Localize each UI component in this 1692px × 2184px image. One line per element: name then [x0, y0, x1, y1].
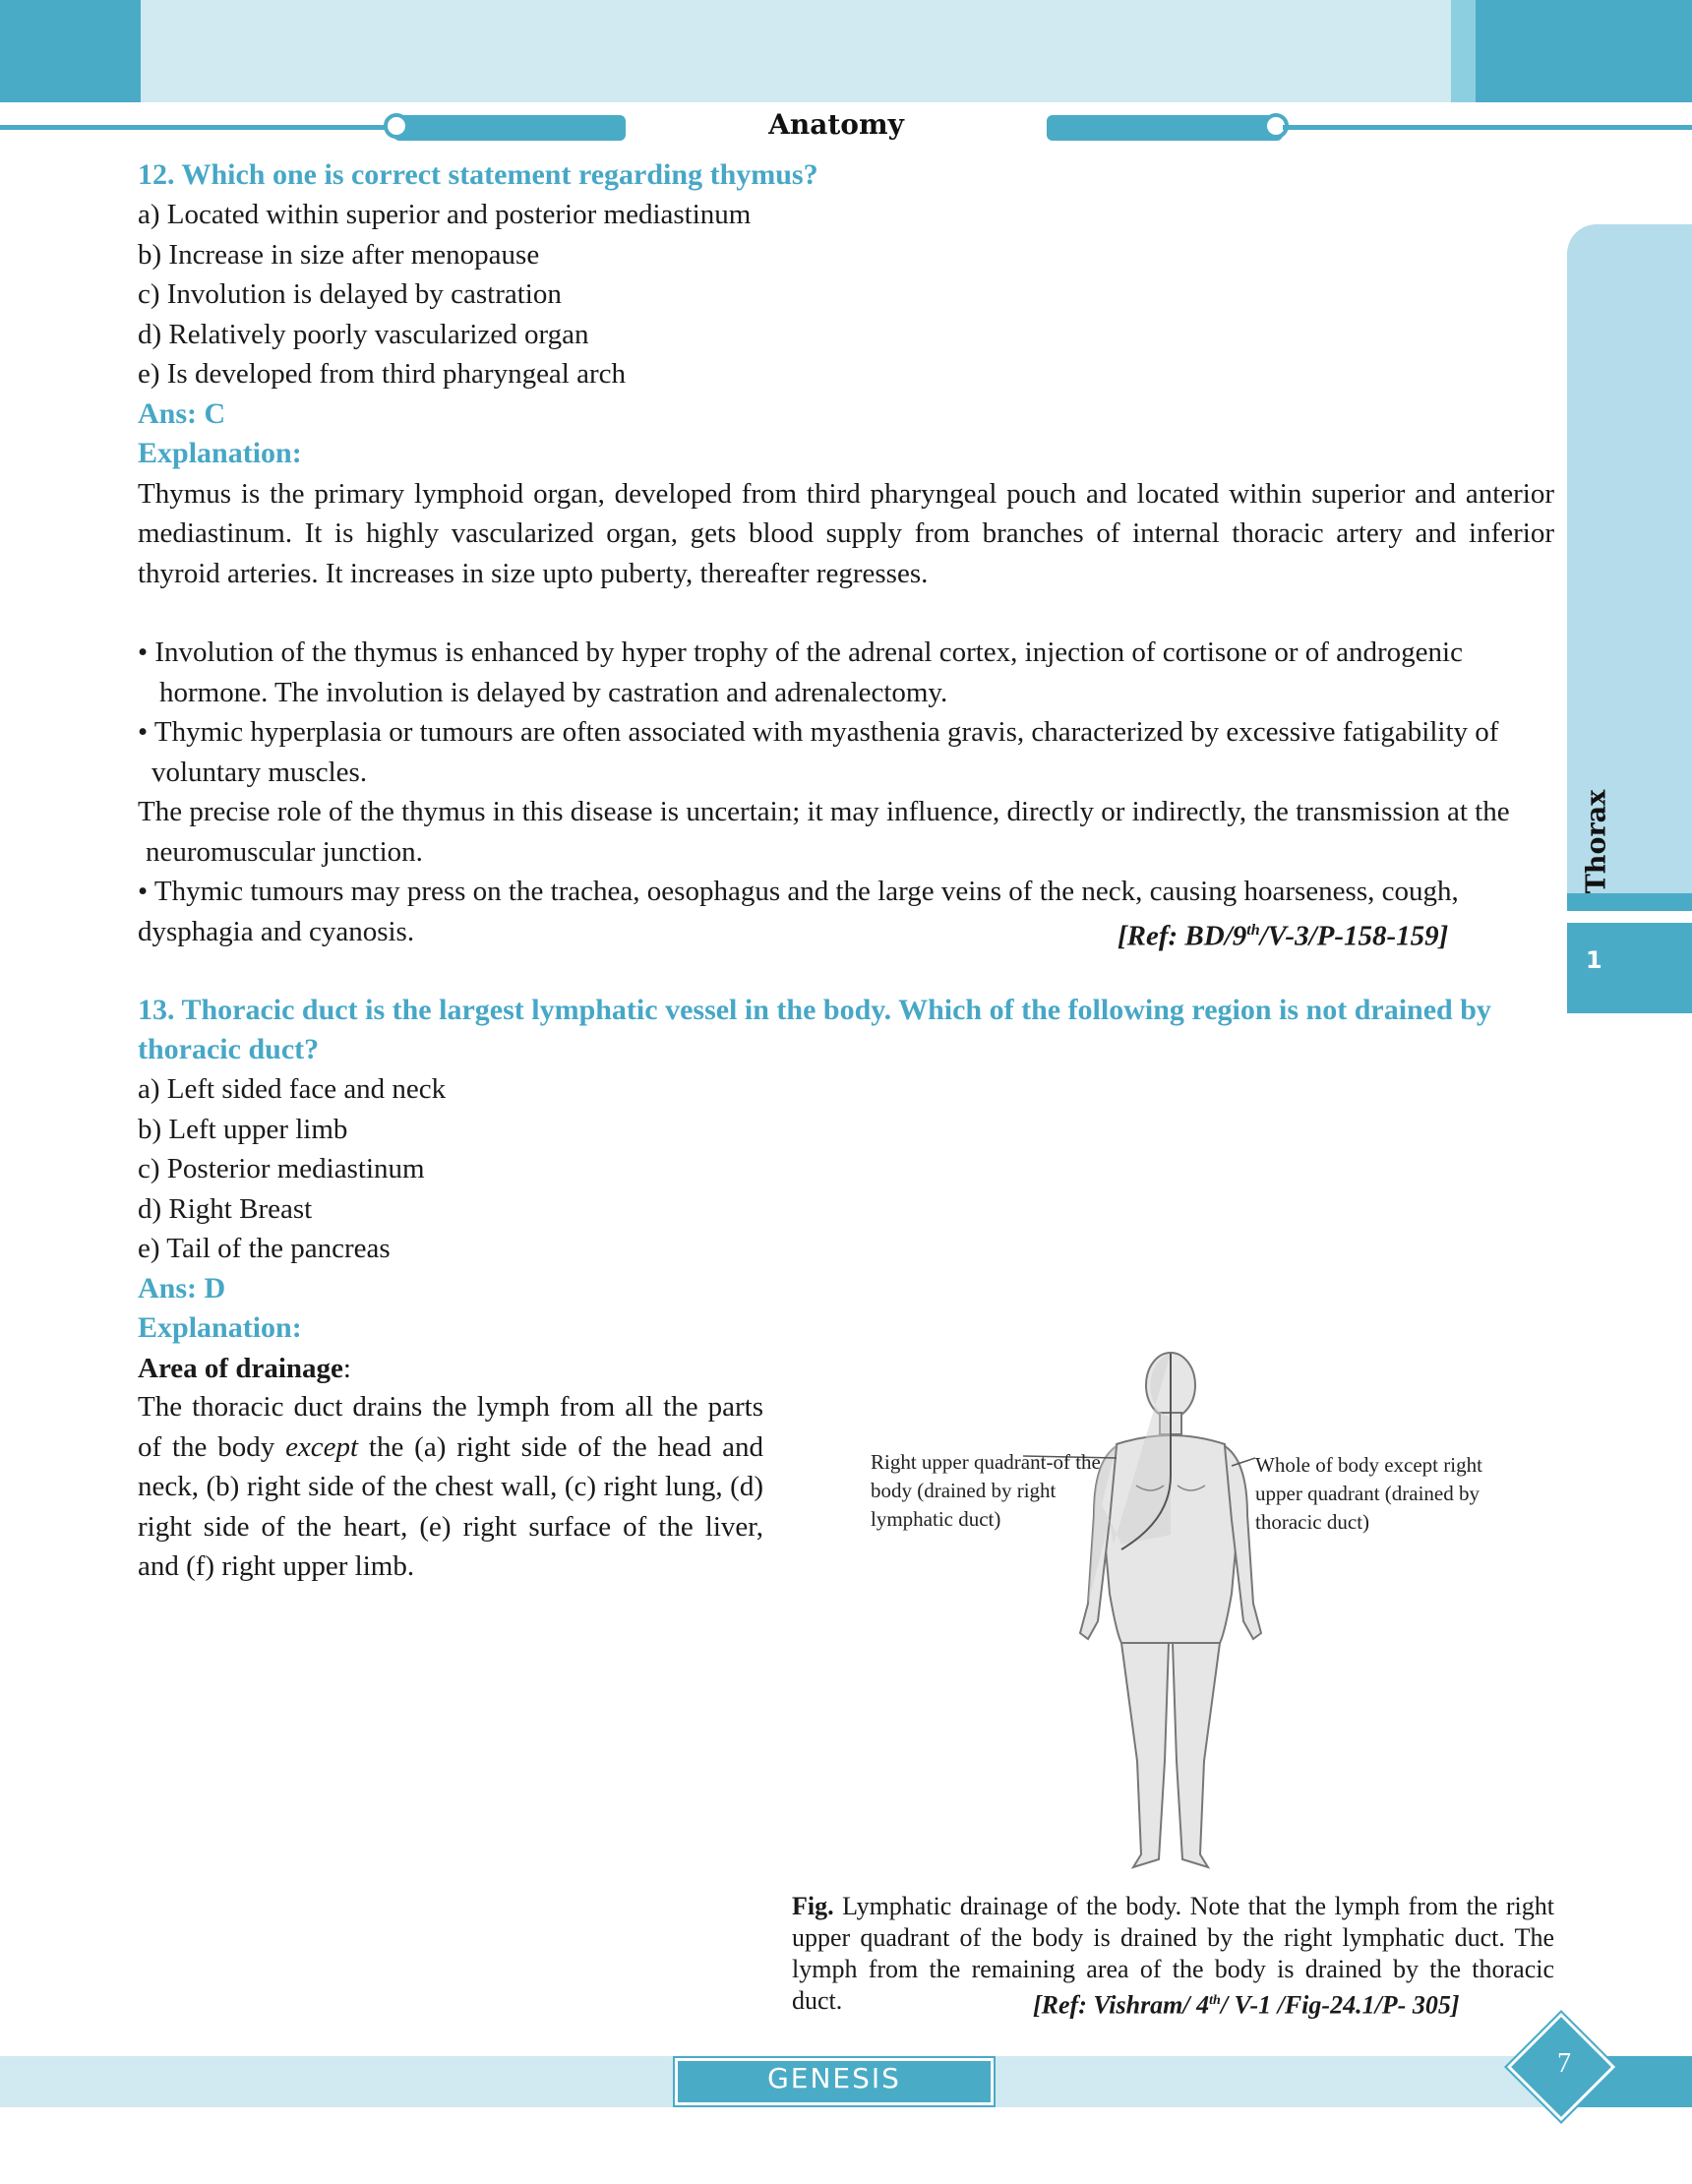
q12-bullet-3-wrap — [138, 872, 1554, 951]
area-of-drainage-heading — [138, 1349, 1554, 1389]
caption-label: Fig. — [792, 1892, 834, 1920]
question-12: 12. Which one is correct statement regarding thymus? — [138, 158, 818, 191]
header-bar-right — [1047, 115, 1283, 141]
area-of-drainage-text — [138, 1387, 763, 1587]
header-rule-left — [0, 125, 393, 130]
q12-option-b: b) Increase in size after menopause — [138, 238, 540, 271]
header-rule-right — [1283, 125, 1692, 130]
spacer — [138, 593, 1554, 633]
header-dot-left — [384, 113, 409, 139]
q12-option-e: e) Is developed from third pharyngeal arch — [138, 358, 627, 390]
figure-reference: [Ref: Vishram/ 4th/ V-1 /Fig-24.1/P- 305] — [1033, 1990, 1460, 2020]
q13-option-a: a) Left sided face and neck — [138, 1073, 447, 1105]
header-left-block — [0, 0, 141, 102]
chapter-number: 1 — [1586, 946, 1602, 974]
q13-explanation-label: Explanation: — [138, 1311, 302, 1344]
q12-explanation-label: Explanation: — [138, 437, 302, 469]
q12-bullet-2: • Thymic hyperplasia or tumours are often associated with myasthenia gravis, characterized by excessive fatigability of voluntary muscles. — [138, 716, 1499, 788]
area-text-except: except — [285, 1430, 359, 1463]
chapter-tab-divider — [1567, 893, 1692, 911]
chapter-label-wrap — [1572, 787, 1621, 895]
header-band — [0, 0, 1692, 102]
q12-option-c: c) Involution is delayed by castration — [138, 278, 562, 310]
figure-callout-left: Right upper quadrant-of the body (drained by right lymphatic duct) — [871, 1450, 1101, 1531]
q12-answer: Ans: C — [138, 396, 226, 430]
q12-option-d: d) Relatively poorly vascularized organ — [138, 318, 589, 350]
page-number: 7 — [1557, 2048, 1571, 2079]
q12-note: The precise role of the thymus in this disease is uncertain; it may influence, directly or indirectly, the transmission at the neuromuscular junction. — [138, 796, 1510, 868]
brand-name: GENESIS — [767, 2062, 901, 2094]
chapter-label: Thorax — [1581, 789, 1612, 894]
area-text-1: The thoracic duct drains the lymph from all the parts of the body — [138, 1391, 763, 1463]
q13-option-d: d) Right Breast — [138, 1192, 313, 1225]
area-text-2: the (a) right side of the head and neck, (b) right side of the chest wall, (c) right lung, (d) right side of the heart, (e) right surface of the liver, and (f) right upper limb. — [138, 1430, 763, 1582]
q13-option-c: c) Posterior mediastinum — [138, 1153, 425, 1184]
q12-option-a: a) Located within superior and posterior mediastinum — [138, 199, 752, 230]
main-content — [138, 155, 1554, 1388]
area-colon: : — [342, 1352, 351, 1384]
header-right-block — [1476, 0, 1692, 102]
figure-left-leg — [1173, 1643, 1220, 1867]
q13-answer: Ans: D — [138, 1271, 226, 1304]
caption-text: Lymphatic drainage of the body. Note that the lymph from the right upper quadrant of the body is drained by the right lymphatic duct. The lymph from the remaining area of the body is drained by the thoracic duct. — [792, 1892, 1554, 2015]
figure-caption — [792, 1891, 1554, 2020]
header-bar-left — [393, 115, 626, 141]
header-right-strip — [1451, 0, 1476, 102]
lymphatic-drainage-body-figure — [1023, 1348, 1318, 1889]
spacer — [138, 951, 1554, 991]
question-13: 13. Thoracic duct is the largest lymphatic vessel in the body. Which of the following region is not drained by thoracic duct? — [138, 994, 1491, 1065]
q12-bullet-1: • Involution of the thymus is enhanced by hyper trophy of the adrenal cortex, injection of cortisone or of androgenic hormone. The involution is delayed by castration and adrenalectomy. — [138, 637, 1463, 708]
q12-bullet-3: • Thymic tumours may press on the trachea, oesophagus and the large veins of the neck, causing hoarseness, cough, dysphagia and cyanosis. — [138, 876, 1459, 947]
q13-option-e: e) Tail of the pancreas — [138, 1233, 391, 1264]
figure-right-leg — [1121, 1643, 1169, 1867]
figure-callout-right: Whole of body except right upper quadrant (drained by thoracic duct) — [1255, 1453, 1482, 1534]
q12-explanation: Thymus is the primary lymphoid organ, developed from third pharyngeal pouch and located within superior and anterior mediastinum. It is highly vascularized organ, gets blood supply from branches of internal thoracic artery and inferior thyroid arteries. It increases in size upto puberty, thereafter regresses. — [138, 477, 1554, 589]
area-label: Area of drainage — [138, 1352, 343, 1384]
q13-option-b: b) Left upper limb — [138, 1113, 348, 1145]
page-title: Anatomy — [768, 108, 904, 141]
q12-reference: [Ref: BD/9th/V-3/P-158-159] — [1118, 920, 1449, 952]
